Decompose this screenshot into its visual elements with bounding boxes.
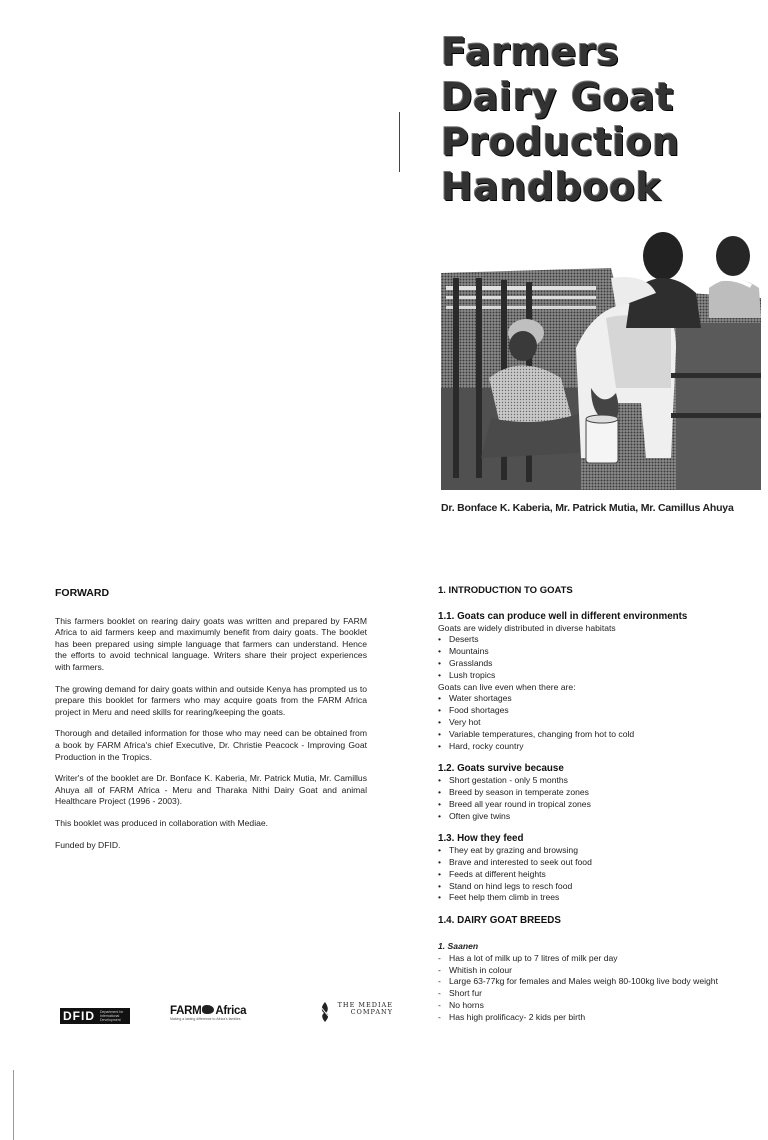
farm-logo-word: FARM <box>170 1005 202 1017</box>
forward-paragraph: This farmers booklet on rearing dairy goats was written and prepared by FARM Africa to aid farmers keep and maximumly benefit from dairy goats. The booklet has been prepared using simple language that farmers can understand. Hence the efforts to avoid technical language. Writers share their project experiences with farmers. <box>55 615 367 672</box>
farm-africa-tagline: Making a lasting difference to Africa's families <box>170 1017 241 1021</box>
sponsor-logos <box>60 1000 393 1024</box>
authors-line: Dr. Bonface K. Kaberia, Mr. Patrick Mutia, Mr. Camillus Ahuya <box>441 502 734 514</box>
section-heading: 1.3. How they feed <box>438 833 524 845</box>
list-item: • Breed by season in temperate zones <box>438 787 760 799</box>
forward-paragraph: The growing demand for dairy goats within and outside Kenya has prompted us to prepare this booklet for farmers who may acquire goats from the FARM Africa project in Meru and need skills for rearing/keeping the goats. <box>55 683 367 717</box>
goat-milking-photo-image <box>441 218 761 490</box>
inner-pages <box>0 530 768 1024</box>
list-item: • Feeds at different heights <box>438 869 760 881</box>
mediae-logo <box>315 1000 395 1024</box>
saanen-list <box>438 953 760 1024</box>
list-item: • Short gestation - only 5 months <box>438 775 760 787</box>
forward-paragraph: Thorough and detailed information for those who may need can be obtained from a book by FARM Africa's chief Executive, Dr. Christie Peacock - Improving Goat Production in the Tropics. <box>55 728 367 762</box>
breed-heading: 1. Saanen <box>438 940 479 951</box>
mediae-logo-text: THE MEDIAE COMPANY <box>337 1001 393 1016</box>
list-item: • Feet help them climb in trees <box>438 892 760 904</box>
cover-photo <box>441 218 761 490</box>
title-line: Production <box>441 120 680 164</box>
section-lead: Goats can live even when there are: <box>438 681 576 692</box>
introduction-section <box>438 585 760 1024</box>
list-item: - No horns <box>438 1000 760 1012</box>
forward-paragraph: Writer's of the booklet are Dr. Bonface K. Kaberia, Mr. Patrick Mutia, Mr. Camillus Ahuya all of FARM Africa - Meru and Tharaka Nithi Dairy Goat and animal Healthcare Project (1996 - 2003). <box>55 773 367 807</box>
list-item: • They eat by grazing and browsing <box>438 845 760 857</box>
section-heading: 1.1. Goats can produce well in different environments <box>438 610 688 622</box>
list-item: • Food shortages <box>438 705 760 717</box>
list-item: - Has a lot of milk up to 7 litres of milk per day <box>438 953 760 965</box>
cover-title <box>441 30 761 210</box>
dfid-logo <box>60 1008 130 1024</box>
fold-mark <box>399 112 400 172</box>
section-lead: Goats are widely distributed in diverse habitats <box>438 622 616 633</box>
list-item: • Mountains <box>438 646 760 658</box>
mediae-flame-icon <box>317 1001 333 1023</box>
page-edge <box>13 1070 14 1140</box>
forward-paragraph: Funded by DFID. <box>55 839 121 850</box>
africa-logo-word: Africa <box>215 1005 247 1017</box>
survival-list <box>438 775 760 822</box>
list-item: • Grasslands <box>438 658 760 670</box>
title-line: Farmers <box>441 30 620 74</box>
list-item: • Deserts <box>438 634 760 646</box>
section-heading: 1.4. DAIRY GOAT BREEDS <box>438 915 561 927</box>
list-item: • Breed all year round in tropical zones <box>438 799 760 811</box>
list-item: • Water shortages <box>438 693 760 705</box>
forward-heading: FORWARD <box>55 587 110 599</box>
list-item: • Very hot <box>438 717 760 729</box>
habitat-list <box>438 634 760 681</box>
list-item: • Brave and interested to seek out food <box>438 857 760 869</box>
list-item: • Stand on hind legs to resch food <box>438 881 760 893</box>
dfid-logo-subtext: Department for International Development <box>100 1010 124 1022</box>
list-item: • Often give twins <box>438 811 760 823</box>
list-item: - Large 63-77kg for females and Males weigh 80-100kg live body weight <box>438 976 760 988</box>
title-line: Dairy Goat <box>441 75 675 119</box>
feeding-list <box>438 845 760 904</box>
list-item: • Lush tropics <box>438 670 760 682</box>
list-item: - Whitish in colour <box>438 965 760 977</box>
africa-map-icon <box>202 1005 214 1014</box>
list-item: • Hard, rocky country <box>438 741 760 753</box>
forward-section <box>55 588 367 861</box>
list-item: - Has high prolificacy- 2 kids per birth <box>438 1012 760 1024</box>
section-heading: 1.2. Goats survive because <box>438 763 564 775</box>
dfid-logo-text: DFID <box>63 1009 95 1023</box>
intro-heading: 1. INTRODUCTION TO GOATS <box>438 585 573 596</box>
cover-page <box>0 0 768 530</box>
list-item: - Short fur <box>438 988 760 1000</box>
farm-africa-logo <box>170 1005 290 1023</box>
list-item: • Variable temperatures, changing from hot to cold <box>438 729 760 741</box>
farm-africa-logo-text <box>170 1005 290 1017</box>
forward-paragraph: This booklet was produced in collaboration with Mediae. <box>55 817 269 828</box>
conditions-list <box>438 693 760 752</box>
title-line: Handbook <box>441 165 662 209</box>
